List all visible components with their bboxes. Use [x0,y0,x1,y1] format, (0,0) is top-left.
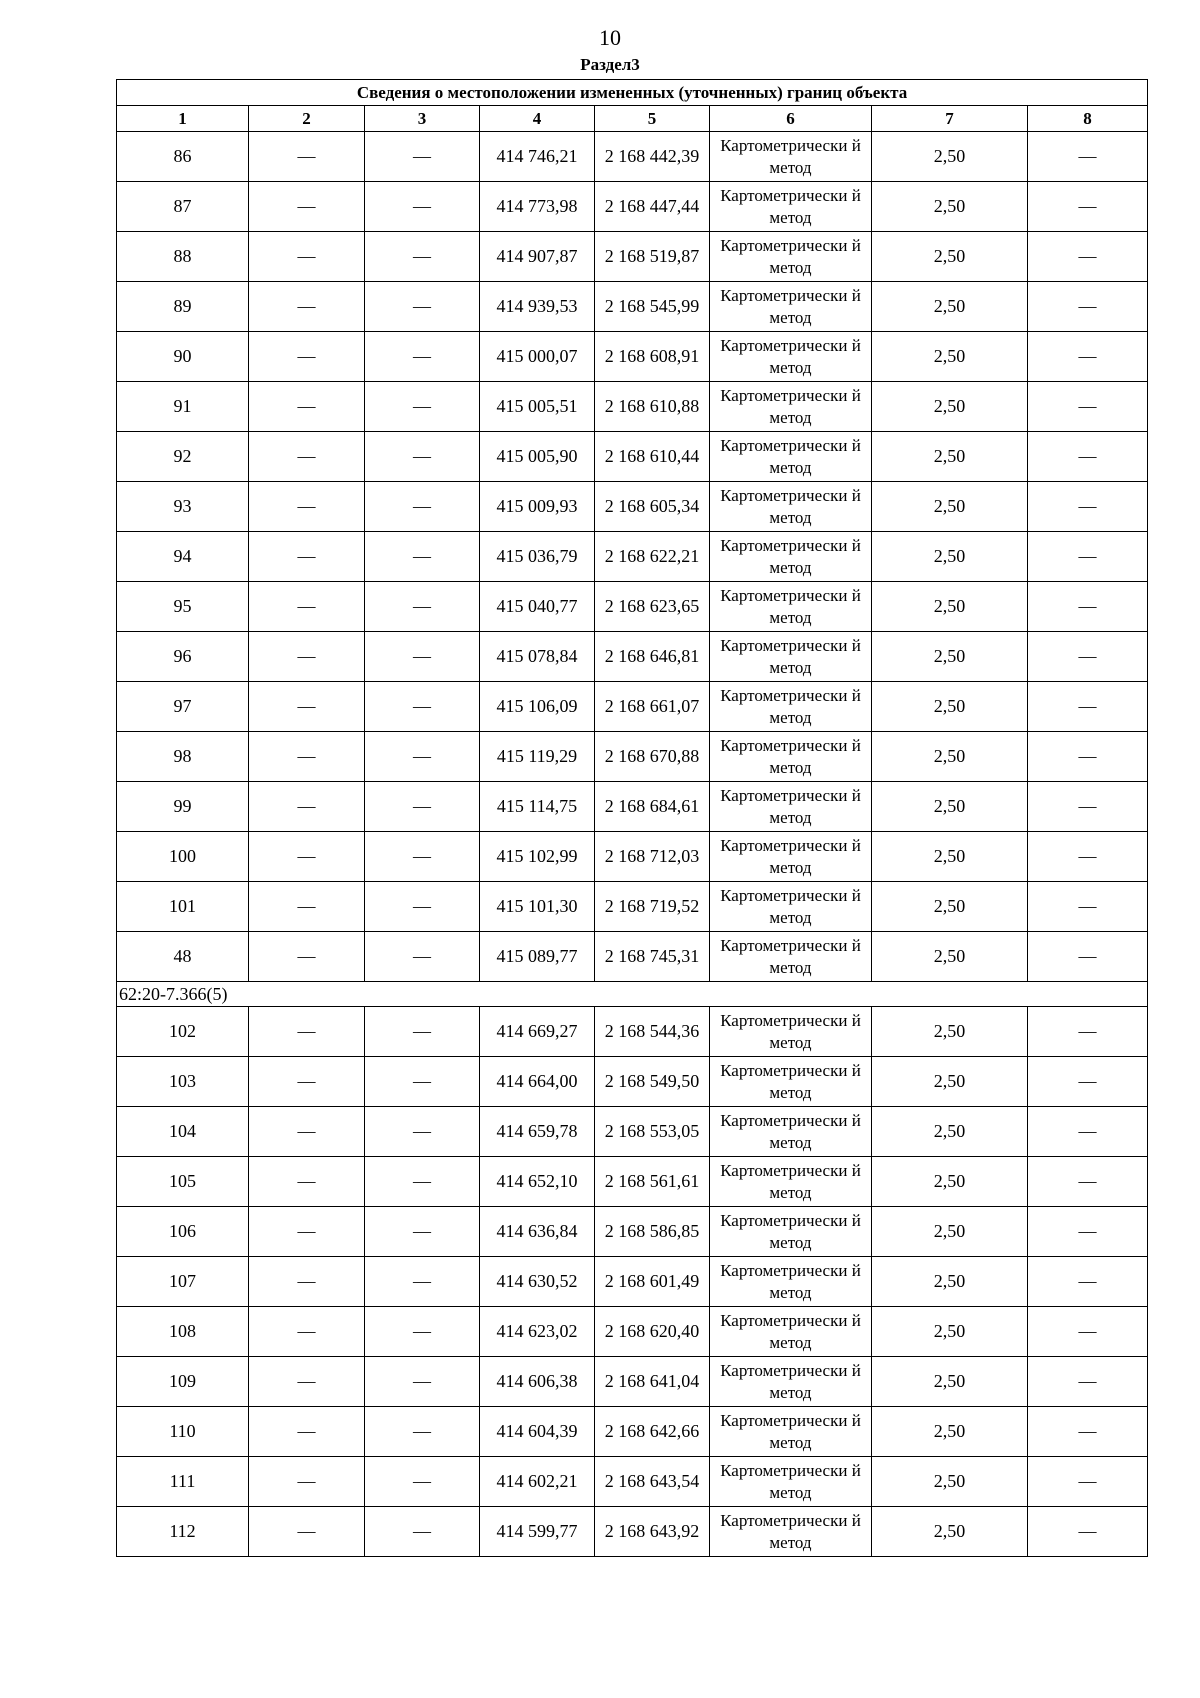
x-coordinate-cell: 415 078,84 [480,632,595,682]
accuracy-cell: 2,50 [872,832,1028,882]
y-coordinate-cell: 2 168 712,03 [595,832,710,882]
accuracy-cell: 2,50 [872,932,1028,982]
column-2-cell: — [249,682,365,732]
y-coordinate-cell: 2 168 549,50 [595,1057,710,1107]
column-2-cell: — [249,732,365,782]
column-number-row [117,106,1148,132]
column-8-cell: — [1028,1157,1148,1207]
x-coordinate-cell: 414 746,21 [480,132,595,182]
column-3-cell: — [365,1007,480,1057]
accuracy-cell: 2,50 [872,732,1028,782]
column-number: 8 [1028,106,1148,132]
column-8-cell: — [1028,282,1148,332]
column-8-cell: — [1028,432,1148,482]
column-3-cell: — [365,682,480,732]
method-cell: Картометрически й метод [710,1157,872,1207]
method-cell: Картометрически й метод [710,932,872,982]
column-3-cell: — [365,432,480,482]
method-cell: Картометрически й метод [710,732,872,782]
accuracy-cell: 2,50 [872,532,1028,582]
table-row [117,732,1148,782]
y-coordinate-cell: 2 168 586,85 [595,1207,710,1257]
column-8-cell: — [1028,632,1148,682]
table-row [117,1007,1148,1057]
x-coordinate-cell: 414 602,21 [480,1457,595,1507]
point-number-cell: 99 [117,782,249,832]
y-coordinate-cell: 2 168 601,49 [595,1257,710,1307]
y-coordinate-cell: 2 168 553,05 [595,1107,710,1157]
table-row [117,232,1148,282]
x-coordinate-cell: 415 101,30 [480,882,595,932]
x-coordinate-cell: 414 606,38 [480,1357,595,1407]
y-coordinate-cell: 2 168 643,54 [595,1457,710,1507]
method-cell: Картометрически й метод [710,482,872,532]
x-coordinate-cell: 414 636,84 [480,1207,595,1257]
x-coordinate-cell: 414 669,27 [480,1007,595,1057]
column-2-cell: — [249,1507,365,1557]
column-3-cell: — [365,1207,480,1257]
x-coordinate-cell: 415 114,75 [480,782,595,832]
point-number-cell: 98 [117,732,249,782]
column-2-cell: — [249,1307,365,1357]
x-coordinate-cell: 414 599,77 [480,1507,595,1557]
method-cell: Картометрически й метод [710,882,872,932]
x-coordinate-cell: 414 773,98 [480,182,595,232]
table-row [117,1407,1148,1457]
x-coordinate-cell: 415 102,99 [480,832,595,882]
column-2-cell: — [249,332,365,382]
column-number: 2 [249,106,365,132]
table-row [117,382,1148,432]
column-2-cell: — [249,1007,365,1057]
table-row [117,1507,1148,1557]
accuracy-cell: 2,50 [872,1507,1028,1557]
accuracy-cell: 2,50 [872,1307,1028,1357]
point-number-cell: 109 [117,1357,249,1407]
column-8-cell: — [1028,1507,1148,1557]
point-number-cell: 86 [117,132,249,182]
method-cell: Картометрически й метод [710,1457,872,1507]
column-number: 4 [480,106,595,132]
column-2-cell: — [249,432,365,482]
column-8-cell: — [1028,1407,1148,1457]
table-row [117,1257,1148,1307]
x-coordinate-cell: 415 040,77 [480,582,595,632]
y-coordinate-cell: 2 168 561,61 [595,1157,710,1207]
column-8-cell: — [1028,832,1148,882]
method-cell: Картометрически й метод [710,132,872,182]
accuracy-cell: 2,50 [872,1257,1028,1307]
y-coordinate-cell: 2 168 661,07 [595,682,710,732]
accuracy-cell: 2,50 [872,1207,1028,1257]
accuracy-cell: 2,50 [872,1157,1028,1207]
table-caption: Сведения о местоположении измененных (уточненных) границ объекта [117,80,1148,106]
column-3-cell: — [365,582,480,632]
column-3-cell: — [365,832,480,882]
column-2-cell: — [249,382,365,432]
x-coordinate-cell: 415 000,07 [480,332,595,382]
accuracy-cell: 2,50 [872,1357,1028,1407]
x-coordinate-cell: 414 659,78 [480,1107,595,1157]
point-number-cell: 112 [117,1507,249,1557]
point-number-cell: 106 [117,1207,249,1257]
method-cell: Картометрически й метод [710,1257,872,1307]
y-coordinate-cell: 2 168 646,81 [595,632,710,682]
method-cell: Картометрически й метод [710,1057,872,1107]
accuracy-cell: 2,50 [872,1457,1028,1507]
accuracy-cell: 2,50 [872,632,1028,682]
column-2-cell: — [249,1457,365,1507]
column-2-cell: — [249,582,365,632]
accuracy-cell: 2,50 [872,432,1028,482]
table-row [117,182,1148,232]
point-number-cell: 107 [117,1257,249,1307]
column-8-cell: — [1028,682,1148,732]
column-3-cell: — [365,482,480,532]
accuracy-cell: 2,50 [872,132,1028,182]
column-3-cell: — [365,1507,480,1557]
method-cell: Картометрически й метод [710,682,872,732]
column-8-cell: — [1028,782,1148,832]
column-3-cell: — [365,132,480,182]
column-3-cell: — [365,632,480,682]
x-coordinate-cell: 415 005,90 [480,432,595,482]
column-8-cell: — [1028,1057,1148,1107]
point-number-cell: 105 [117,1157,249,1207]
table-row [117,832,1148,882]
table-row [117,1157,1148,1207]
accuracy-cell: 2,50 [872,782,1028,832]
accuracy-cell: 2,50 [872,582,1028,632]
point-number-cell: 111 [117,1457,249,1507]
column-2-cell: — [249,1207,365,1257]
column-8-cell: — [1028,332,1148,382]
column-3-cell: — [365,182,480,232]
column-8-cell: — [1028,882,1148,932]
column-3-cell: — [365,1407,480,1457]
column-2-cell: — [249,1107,365,1157]
column-8-cell: — [1028,582,1148,632]
point-number-cell: 93 [117,482,249,532]
y-coordinate-cell: 2 168 442,39 [595,132,710,182]
method-cell: Картометрически й метод [710,382,872,432]
accuracy-cell: 2,50 [872,1057,1028,1107]
table-row [117,582,1148,632]
y-coordinate-cell: 2 168 447,44 [595,182,710,232]
table-row [117,1207,1148,1257]
column-3-cell: — [365,882,480,932]
y-coordinate-cell: 2 168 719,52 [595,882,710,932]
y-coordinate-cell: 2 168 545,99 [595,282,710,332]
table-row [117,532,1148,582]
column-number: 1 [117,106,249,132]
accuracy-cell: 2,50 [872,882,1028,932]
table-row [117,1307,1148,1357]
point-number-cell: 96 [117,632,249,682]
y-coordinate-cell: 2 168 519,87 [595,232,710,282]
point-number-cell: 95 [117,582,249,632]
column-2-cell: — [249,932,365,982]
method-cell: Картометрически й метод [710,1507,872,1557]
point-number-cell: 110 [117,1407,249,1457]
column-2-cell: — [249,532,365,582]
y-coordinate-cell: 2 168 623,65 [595,582,710,632]
point-number-cell: 101 [117,882,249,932]
column-2-cell: — [249,832,365,882]
boundary-coordinates-table [116,79,1148,1557]
point-number-cell: 94 [117,532,249,582]
column-3-cell: — [365,332,480,382]
point-number-cell: 48 [117,932,249,982]
column-3-cell: — [365,1107,480,1157]
method-cell: Картометрически й метод [710,1107,872,1157]
method-cell: Картометрически й метод [710,532,872,582]
column-3-cell: — [365,932,480,982]
column-3-cell: — [365,532,480,582]
x-coordinate-cell: 415 036,79 [480,532,595,582]
x-coordinate-cell: 414 604,39 [480,1407,595,1457]
point-number-cell: 87 [117,182,249,232]
group-label: 62:20-7.366(5) [117,982,1148,1007]
column-3-cell: — [365,1457,480,1507]
point-number-cell: 91 [117,382,249,432]
table-row [117,282,1148,332]
column-2-cell: — [249,1057,365,1107]
group-header-row [117,982,1148,1007]
method-cell: Картометрически й метод [710,1007,872,1057]
method-cell: Картометрически й метод [710,782,872,832]
table-row [117,882,1148,932]
column-3-cell: — [365,732,480,782]
x-coordinate-cell: 414 652,10 [480,1157,595,1207]
x-coordinate-cell: 414 630,52 [480,1257,595,1307]
point-number-cell: 89 [117,282,249,332]
table-row [117,332,1148,382]
column-2-cell: — [249,282,365,332]
accuracy-cell: 2,50 [872,232,1028,282]
point-number-cell: 97 [117,682,249,732]
column-8-cell: — [1028,532,1148,582]
y-coordinate-cell: 2 168 605,34 [595,482,710,532]
column-3-cell: — [365,382,480,432]
method-cell: Картометрически й метод [710,432,872,482]
column-8-cell: — [1028,1357,1148,1407]
table-row [117,432,1148,482]
x-coordinate-cell: 414 623,02 [480,1307,595,1357]
method-cell: Картометрически й метод [710,582,872,632]
y-coordinate-cell: 2 168 544,36 [595,1007,710,1057]
x-coordinate-cell: 414 939,53 [480,282,595,332]
x-coordinate-cell: 415 106,09 [480,682,595,732]
column-8-cell: — [1028,732,1148,782]
column-2-cell: — [249,882,365,932]
column-2-cell: — [249,1157,365,1207]
column-2-cell: — [249,132,365,182]
column-2-cell: — [249,1407,365,1457]
column-8-cell: — [1028,932,1148,982]
accuracy-cell: 2,50 [872,182,1028,232]
column-8-cell: — [1028,182,1148,232]
column-8-cell: — [1028,382,1148,432]
column-8-cell: — [1028,1457,1148,1507]
x-coordinate-cell: 415 005,51 [480,382,595,432]
column-3-cell: — [365,782,480,832]
column-2-cell: — [249,182,365,232]
y-coordinate-cell: 2 168 641,04 [595,1357,710,1407]
y-coordinate-cell: 2 168 745,31 [595,932,710,982]
accuracy-cell: 2,50 [872,332,1028,382]
column-8-cell: — [1028,132,1148,182]
column-2-cell: — [249,632,365,682]
column-8-cell: — [1028,1007,1148,1057]
point-number-cell: 92 [117,432,249,482]
method-cell: Картометрически й метод [710,832,872,882]
column-8-cell: — [1028,1257,1148,1307]
table-row [117,1457,1148,1507]
x-coordinate-cell: 415 119,29 [480,732,595,782]
accuracy-cell: 2,50 [872,282,1028,332]
point-number-cell: 103 [117,1057,249,1107]
point-number-cell: 90 [117,332,249,382]
x-coordinate-cell: 414 907,87 [480,232,595,282]
table-row [117,1107,1148,1157]
column-number: 5 [595,106,710,132]
column-8-cell: — [1028,232,1148,282]
point-number-cell: 100 [117,832,249,882]
method-cell: Картометрически й метод [710,1307,872,1357]
column-3-cell: — [365,1157,480,1207]
accuracy-cell: 2,50 [872,682,1028,732]
method-cell: Картометрически й метод [710,232,872,282]
y-coordinate-cell: 2 168 608,91 [595,332,710,382]
column-8-cell: — [1028,1307,1148,1357]
page-number: 10 [599,25,621,50]
column-8-cell: — [1028,1207,1148,1257]
table-row [117,932,1148,982]
method-cell: Картометрически й метод [710,1357,872,1407]
method-cell: Картометрически й метод [710,1207,872,1257]
point-number-cell: 108 [117,1307,249,1357]
point-number-cell: 104 [117,1107,249,1157]
column-number: 6 [710,106,872,132]
x-coordinate-cell: 415 009,93 [480,482,595,532]
table-row [117,482,1148,532]
column-2-cell: — [249,232,365,282]
y-coordinate-cell: 2 168 620,40 [595,1307,710,1357]
accuracy-cell: 2,50 [872,1407,1028,1457]
table-row [117,132,1148,182]
y-coordinate-cell: 2 168 622,21 [595,532,710,582]
table-row [117,682,1148,732]
accuracy-cell: 2,50 [872,382,1028,432]
column-2-cell: — [249,1257,365,1307]
column-3-cell: — [365,1357,480,1407]
y-coordinate-cell: 2 168 643,92 [595,1507,710,1557]
y-coordinate-cell: 2 168 642,66 [595,1407,710,1457]
y-coordinate-cell: 2 168 610,44 [595,432,710,482]
method-cell: Картометрически й метод [710,182,872,232]
table-row [117,782,1148,832]
column-2-cell: — [249,1357,365,1407]
column-3-cell: — [365,1057,480,1107]
column-3-cell: — [365,282,480,332]
table-row [117,632,1148,682]
column-3-cell: — [365,1307,480,1357]
y-coordinate-cell: 2 168 610,88 [595,382,710,432]
y-coordinate-cell: 2 168 684,61 [595,782,710,832]
table-row [117,1057,1148,1107]
table-body [117,132,1148,1557]
method-cell: Картометрически й метод [710,332,872,382]
point-number-cell: 88 [117,232,249,282]
column-3-cell: — [365,1257,480,1307]
column-8-cell: — [1028,1107,1148,1157]
method-cell: Картометрически й метод [710,282,872,332]
column-2-cell: — [249,482,365,532]
method-cell: Картометрически й метод [710,1407,872,1457]
accuracy-cell: 2,50 [872,482,1028,532]
y-coordinate-cell: 2 168 670,88 [595,732,710,782]
table-row [117,1357,1148,1407]
column-number: 3 [365,106,480,132]
section-title: Раздел3 [580,55,640,74]
accuracy-cell: 2,50 [872,1007,1028,1057]
accuracy-cell: 2,50 [872,1107,1028,1157]
column-number: 7 [872,106,1028,132]
method-cell: Картометрически й метод [710,632,872,682]
column-2-cell: — [249,782,365,832]
column-8-cell: — [1028,482,1148,532]
x-coordinate-cell: 415 089,77 [480,932,595,982]
point-number-cell: 102 [117,1007,249,1057]
x-coordinate-cell: 414 664,00 [480,1057,595,1107]
column-3-cell: — [365,232,480,282]
